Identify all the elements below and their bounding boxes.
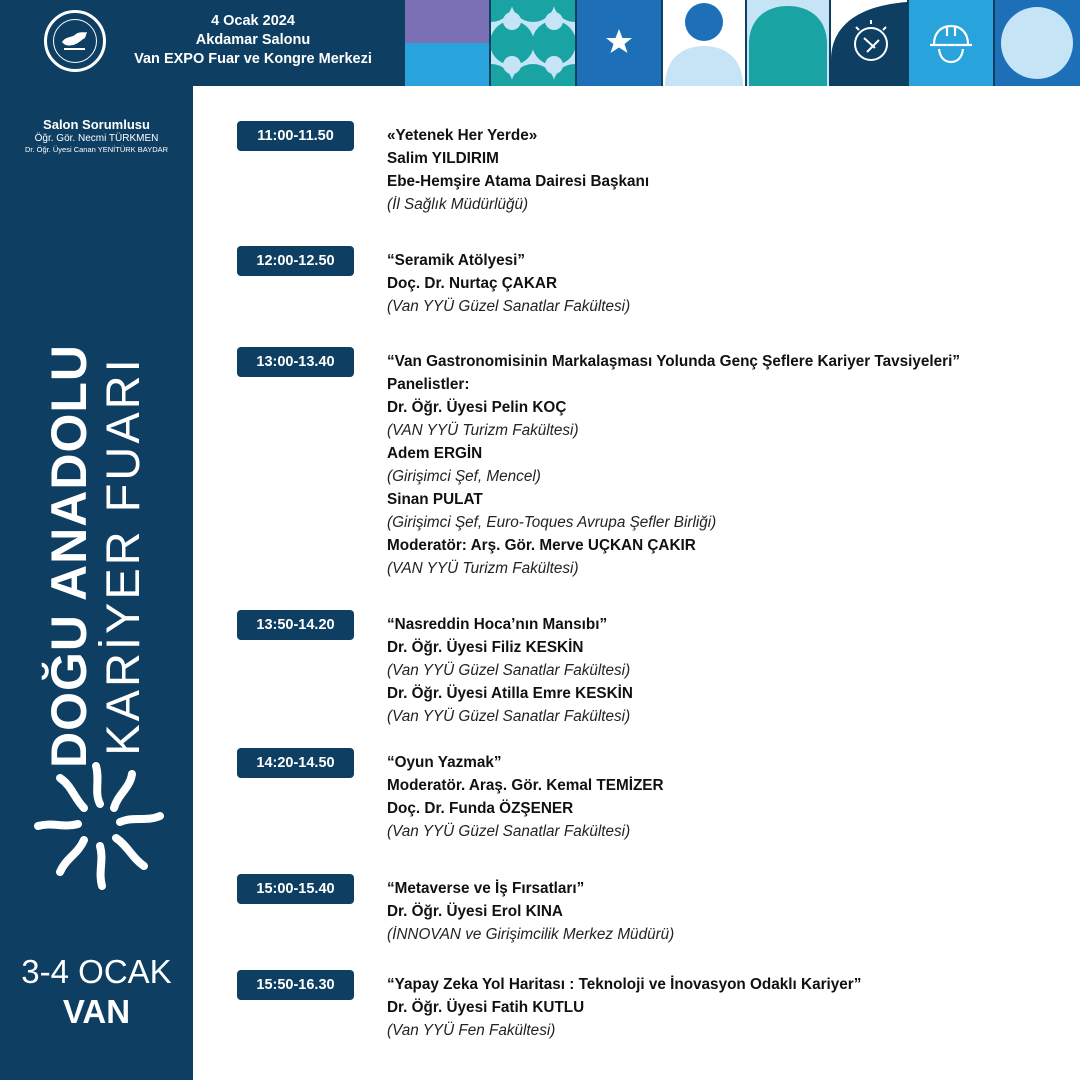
star-tile: [577, 0, 661, 86]
event-venue: Van EXPO Fuar ve Kongre Merkezi: [134, 51, 372, 67]
session-text: Moderatör: Arş. Gör. Merve UÇKAN ÇAKIR: [387, 537, 696, 554]
salon-person-1: Öğr. Gör. Necmi TÜRKMEN: [34, 133, 159, 144]
session-details: [387, 751, 1077, 843]
session-text: Moderatör. Araş. Gör. Kemal TEMİZER: [387, 777, 664, 794]
person-tile: [663, 0, 745, 86]
event-date: 4 Ocak 2024: [211, 13, 295, 29]
session-text: Dr. Öğr. Üyesi Atilla Emre KESKİN: [387, 685, 633, 702]
session-details: [387, 973, 1077, 1042]
session-affiliation: (İl Sağlık Müdürlüğü): [387, 196, 529, 213]
event-title-vertical: [42, 344, 150, 768]
session-details: [387, 249, 1077, 318]
salon-title: Salon Sorumlusu: [43, 117, 150, 132]
session-text: «Yetenek Her Yerde»: [387, 127, 538, 144]
person-icon: [685, 3, 723, 41]
session-affiliation: (Van YYÜ Fen Fakültesi): [387, 1022, 556, 1039]
time-badge: 14:20-14.50: [237, 748, 354, 778]
session-text: Ebe-Hemşire Atama Dairesi Başkanı: [387, 173, 650, 190]
circle-tile: [995, 0, 1080, 86]
session-affiliation: (Girişimci Şef, Mencel): [387, 468, 541, 485]
time-badge: 13:50-14.20: [237, 610, 354, 640]
session-text: Dr. Öğr. Üyesi Filiz KESKİN: [387, 639, 584, 656]
session-text: Doç. Dr. Funda ÖZŞENER: [387, 800, 574, 817]
event-info: [108, 12, 398, 69]
session-text: Dr. Öğr. Üyesi Erol KINA: [387, 903, 563, 920]
session-text: “Seramik Atölyesi”: [387, 252, 526, 269]
session-affiliation: (Van YYÜ Güzel Sanatlar Fakültesi): [387, 662, 631, 679]
session-affiliation: (Van YYÜ Güzel Sanatlar Fakültesi): [387, 708, 631, 725]
time-badge: 15:00-15.40: [237, 874, 354, 904]
session-affiliation: (Van YYÜ Güzel Sanatlar Fakültesi): [387, 298, 631, 315]
session-text: Dr. Öğr. Üyesi Pelin KOÇ: [387, 399, 567, 416]
time-badge: 11:00-11.50: [237, 121, 354, 151]
event-dates: [0, 952, 193, 1032]
session-affiliation: (VAN YYÜ Turizm Fakültesi): [387, 422, 579, 439]
session-details: [387, 877, 1077, 946]
header-bar: [0, 0, 1080, 86]
session-details: [387, 613, 1077, 728]
session-details: [387, 124, 1077, 216]
event-dates-line-1: 3-4 OCAK: [21, 953, 172, 990]
event-title-line-1: DOĞU ANADOLU: [41, 343, 97, 769]
session-text: “Metaverse ve İş Fırsatları”: [387, 880, 585, 897]
event-city: VAN: [62, 993, 131, 1030]
session-text: Doç. Dr. Nurtaç ÇAKAR: [387, 275, 557, 292]
time-badge: 15:50-16.30: [237, 970, 354, 1000]
hard-hat-tile: [909, 0, 993, 86]
session-text: Adem ERGİN: [387, 445, 483, 462]
event-title-line-2: KARİYER FUARI: [96, 356, 149, 756]
session-text: “Yapay Zeka Yol Haritası : Teknoloji ve İnovasyon Odaklı Kariyer”: [387, 976, 862, 993]
session-affiliation: (Girişimci Şef, Euro-Toques Avrupa Şefler Birliği): [387, 514, 717, 531]
session-text: Panelistler:: [387, 376, 470, 393]
session-affiliation: (VAN YYÜ Turizm Fakültesi): [387, 560, 579, 577]
sun-burst-icon: [30, 754, 170, 894]
event-hall: Akdamar Salonu: [195, 32, 311, 48]
session-affiliation: (Van YYÜ Güzel Sanatlar Fakültesi): [387, 823, 631, 840]
session-text: Sinan PULAT: [387, 491, 483, 508]
session-text: Dr. Öğr. Üyesi Fatih KUTLU: [387, 999, 585, 1016]
session-text: “Nasreddin Hoca’nın Mansıbı”: [387, 616, 608, 633]
arch-tile: [747, 0, 829, 86]
arch-icon: [749, 6, 827, 86]
session-affiliation: (İNNOVAN ve Girişimcilik Merkez Müdürü): [387, 926, 675, 943]
session-text: “Oyun Yazmak”: [387, 754, 502, 771]
university-logo-icon: [44, 10, 106, 72]
purple-tile: [405, 0, 489, 86]
megaphone-tile: [831, 0, 907, 86]
teal-pattern-tile: [491, 0, 575, 86]
sidebar: [0, 86, 193, 1080]
session-details: [387, 350, 1077, 580]
time-badge: 13:00-13.40: [237, 347, 354, 377]
time-badge: 12:00-12.50: [237, 246, 354, 276]
salon-person-2: Dr. Öğr. Üyesi Canan YENİTÜRK BAYDAR: [24, 145, 169, 154]
session-text: Salim YILDIRIM: [387, 150, 499, 167]
session-text: “Van Gastronomisinin Markalaşması Yolunda Genç Şeflere Kariyer Tavsiyeleri”: [387, 353, 961, 370]
salon-responsible: [0, 117, 193, 155]
